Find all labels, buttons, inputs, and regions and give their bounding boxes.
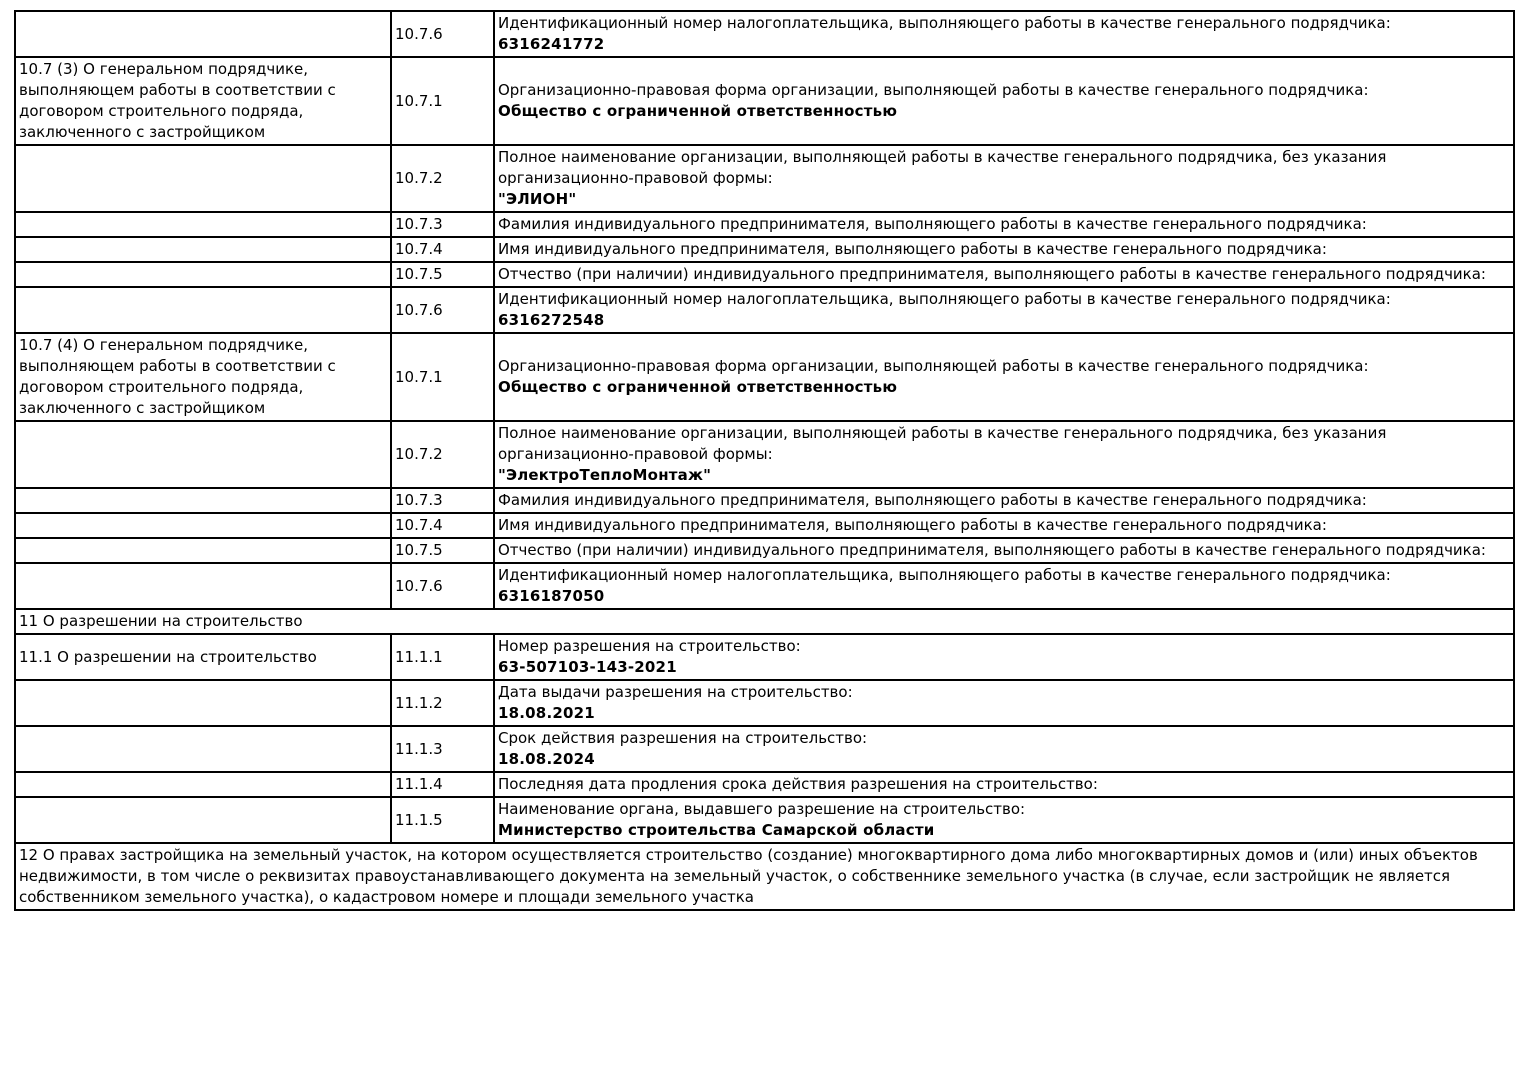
row-code-cell bbox=[391, 680, 494, 726]
row-code-text: 10.7.6 bbox=[395, 576, 443, 595]
row-code-cell bbox=[391, 634, 494, 680]
row-code-text: 11.1.3 bbox=[395, 739, 443, 758]
row-description-cell bbox=[15, 333, 391, 421]
row-code-text: 10.7.6 bbox=[395, 24, 443, 43]
row-code-cell bbox=[391, 287, 494, 333]
table-row bbox=[15, 772, 1514, 797]
row-code-text: 11.1.5 bbox=[395, 810, 443, 829]
row-content-cell bbox=[494, 333, 1514, 421]
field-value: Общество с ограниченной ответственностью bbox=[498, 102, 898, 120]
row-code-text: 10.7.1 bbox=[395, 91, 443, 110]
table-row bbox=[15, 680, 1514, 726]
field-label: Имя индивидуального предпринимателя, выполняющего работы в качестве генерального подрядчика: bbox=[498, 516, 1327, 534]
field-label: Идентификационный номер налогоплательщика, выполняющего работы в качестве генерального подрядчика: bbox=[498, 290, 1391, 308]
row-content-cell bbox=[494, 287, 1514, 333]
row-description-cell bbox=[15, 772, 391, 797]
row-description-text: 10.7 (4) О генеральном подрядчике, выполняющем работы в соответствии с договором строительного подряда, заключенного с застройщиком bbox=[19, 336, 336, 417]
row-code-cell bbox=[391, 262, 494, 287]
field-value: 18.08.2024 bbox=[498, 750, 595, 768]
table-row bbox=[15, 513, 1514, 538]
row-content-cell bbox=[494, 634, 1514, 680]
row-code-cell bbox=[391, 488, 494, 513]
field-value: Министерство строительства Самарской области bbox=[498, 821, 935, 839]
table-body bbox=[15, 11, 1514, 910]
row-code-text: 10.7.2 bbox=[395, 445, 443, 463]
table-row bbox=[15, 488, 1514, 513]
row-code-cell bbox=[391, 11, 494, 57]
field-value: "ЭлектроТеплоМонтаж" bbox=[498, 466, 712, 484]
field-label: Организационно-правовая форма организации, выполняющей работы в качестве генерального подрядчика: bbox=[498, 81, 1369, 99]
table-row bbox=[15, 726, 1514, 772]
row-description-cell bbox=[15, 634, 391, 680]
section-header-cell bbox=[15, 843, 1514, 910]
section-header-cell bbox=[15, 609, 1514, 634]
field-label: Номер разрешения на строительство: bbox=[498, 637, 801, 655]
table-row bbox=[15, 145, 1514, 212]
table-row bbox=[15, 262, 1514, 287]
row-content-cell bbox=[494, 237, 1514, 262]
field-value: "ЭЛИОН" bbox=[498, 190, 577, 208]
row-content-cell bbox=[494, 538, 1514, 563]
row-code-text: 10.7.3 bbox=[395, 491, 443, 509]
row-description-cell bbox=[15, 563, 391, 609]
row-code-cell bbox=[391, 797, 494, 843]
row-code-text: 10.7.6 bbox=[395, 300, 443, 319]
row-description-cell bbox=[15, 287, 391, 333]
section-row bbox=[15, 843, 1514, 910]
section-row bbox=[15, 609, 1514, 634]
row-description-cell bbox=[15, 488, 391, 513]
table-row bbox=[15, 797, 1514, 843]
row-description-cell bbox=[15, 212, 391, 237]
row-code-text: 10.7.1 bbox=[395, 367, 443, 386]
row-content-cell bbox=[494, 726, 1514, 772]
row-code-text: 10.7.2 bbox=[395, 169, 443, 187]
field-label: Срок действия разрешения на строительство: bbox=[498, 729, 868, 747]
table-row bbox=[15, 563, 1514, 609]
row-code-cell bbox=[391, 237, 494, 262]
field-label: Наименование органа, выдавшего разрешение на строительство: bbox=[498, 800, 1026, 818]
row-code-cell bbox=[391, 421, 494, 488]
field-label: Организационно-правовая форма организации, выполняющей работы в качестве генерального подрядчика: bbox=[498, 357, 1369, 375]
row-code-cell bbox=[391, 145, 494, 212]
row-code-text: 10.7.4 bbox=[395, 516, 443, 534]
row-code-text: 11.1.1 bbox=[395, 647, 443, 666]
row-content-cell bbox=[494, 421, 1514, 488]
table-row bbox=[15, 634, 1514, 680]
field-label: Последняя дата продления срока действия разрешения на строительство: bbox=[498, 775, 1098, 793]
field-label: Полное наименование организации, выполняющей работы в качестве генерального подрядчика, без указания организационно-правовой формы: bbox=[498, 148, 1387, 187]
row-code-cell bbox=[391, 772, 494, 797]
field-label: Идентификационный номер налогоплательщика, выполняющего работы в качестве генерального подрядчика: bbox=[498, 14, 1391, 32]
row-code-text: 10.7.5 bbox=[395, 265, 443, 283]
field-label: Полное наименование организации, выполняющей работы в качестве генерального подрядчика, без указания организационно-правовой формы: bbox=[498, 424, 1387, 463]
row-content-cell bbox=[494, 797, 1514, 843]
field-label: Идентификационный номер налогоплательщика, выполняющего работы в качестве генерального подрядчика: bbox=[498, 566, 1391, 584]
row-description-cell bbox=[15, 797, 391, 843]
field-label: Отчество (при наличии) индивидуального предпринимателя, выполняющего работы в качестве генерального подрядчика: bbox=[498, 541, 1486, 559]
row-content-cell bbox=[494, 145, 1514, 212]
row-content-cell bbox=[494, 772, 1514, 797]
row-content-cell bbox=[494, 57, 1514, 145]
row-description-cell bbox=[15, 237, 391, 262]
row-content-cell bbox=[494, 262, 1514, 287]
row-code-cell bbox=[391, 538, 494, 563]
row-code-cell bbox=[391, 57, 494, 145]
row-content-cell bbox=[494, 680, 1514, 726]
table-row bbox=[15, 237, 1514, 262]
field-value: 18.08.2021 bbox=[498, 704, 595, 722]
row-description-cell bbox=[15, 11, 391, 57]
row-content-cell bbox=[494, 212, 1514, 237]
row-description-cell bbox=[15, 57, 391, 145]
row-description-cell bbox=[15, 421, 391, 488]
table-row bbox=[15, 287, 1514, 333]
row-description-cell bbox=[15, 726, 391, 772]
row-description-cell bbox=[15, 538, 391, 563]
row-description-cell bbox=[15, 680, 391, 726]
row-code-cell bbox=[391, 333, 494, 421]
row-code-cell bbox=[391, 726, 494, 772]
table-row bbox=[15, 538, 1514, 563]
row-content-cell bbox=[494, 488, 1514, 513]
field-value: 6316241772 bbox=[498, 35, 605, 53]
field-value: 6316187050 bbox=[498, 587, 605, 605]
section-header-text: 11 О разрешении на строительство bbox=[19, 612, 303, 630]
row-content-cell bbox=[494, 11, 1514, 57]
row-description-text: 11.1 О разрешении на строительство bbox=[19, 647, 317, 666]
row-description-cell bbox=[15, 262, 391, 287]
section-header-text: 12 О правах застройщика на земельный участок, на котором осуществляется строительство (создание) многоквартирного дома либо многоквартирных домов и (или) иных объектов недвижимости, в том числе о реквизитах правоустанавливающего документа на земельный участок, о собственнике земельного участка (в случае, если застройщик не является собственником земельного участка), о кадастровом номере и площади земельного участка bbox=[19, 846, 1478, 906]
table-row bbox=[15, 333, 1514, 421]
table-row bbox=[15, 57, 1514, 145]
table-row bbox=[15, 212, 1514, 237]
field-label: Фамилия индивидуального предпринимателя, выполняющего работы в качестве генерального подрядчика: bbox=[498, 491, 1367, 509]
row-code-text: 10.7.4 bbox=[395, 240, 443, 258]
row-description-cell bbox=[15, 145, 391, 212]
row-code-text: 10.7.3 bbox=[395, 215, 443, 233]
field-value: 6316272548 bbox=[498, 311, 605, 329]
field-value: Общество с ограниченной ответственностью bbox=[498, 378, 898, 396]
row-code-cell bbox=[391, 563, 494, 609]
table-row bbox=[15, 421, 1514, 488]
row-content-cell bbox=[494, 563, 1514, 609]
row-code-text: 10.7.5 bbox=[395, 541, 443, 559]
field-label: Имя индивидуального предпринимателя, выполняющего работы в качестве генерального подрядчика: bbox=[498, 240, 1327, 258]
field-label: Дата выдачи разрешения на строительство: bbox=[498, 683, 853, 701]
project-declaration-table bbox=[14, 10, 1515, 911]
row-code-text: 11.1.4 bbox=[395, 775, 443, 793]
table-row bbox=[15, 11, 1514, 57]
field-label: Фамилия индивидуального предпринимателя, выполняющего работы в качестве генерального подрядчика: bbox=[498, 215, 1367, 233]
row-code-cell bbox=[391, 212, 494, 237]
row-code-text: 11.1.2 bbox=[395, 693, 443, 712]
row-description-cell bbox=[15, 513, 391, 538]
row-description-text: 10.7 (3) О генеральном подрядчике, выполняющем работы в соответствии с договором строительного подряда, заключенного с застройщиком bbox=[19, 60, 336, 141]
row-content-cell bbox=[494, 513, 1514, 538]
row-code-cell bbox=[391, 513, 494, 538]
field-label: Отчество (при наличии) индивидуального предпринимателя, выполняющего работы в качестве генерального подрядчика: bbox=[498, 265, 1486, 283]
field-value: 63-507103-143-2021 bbox=[498, 658, 677, 676]
